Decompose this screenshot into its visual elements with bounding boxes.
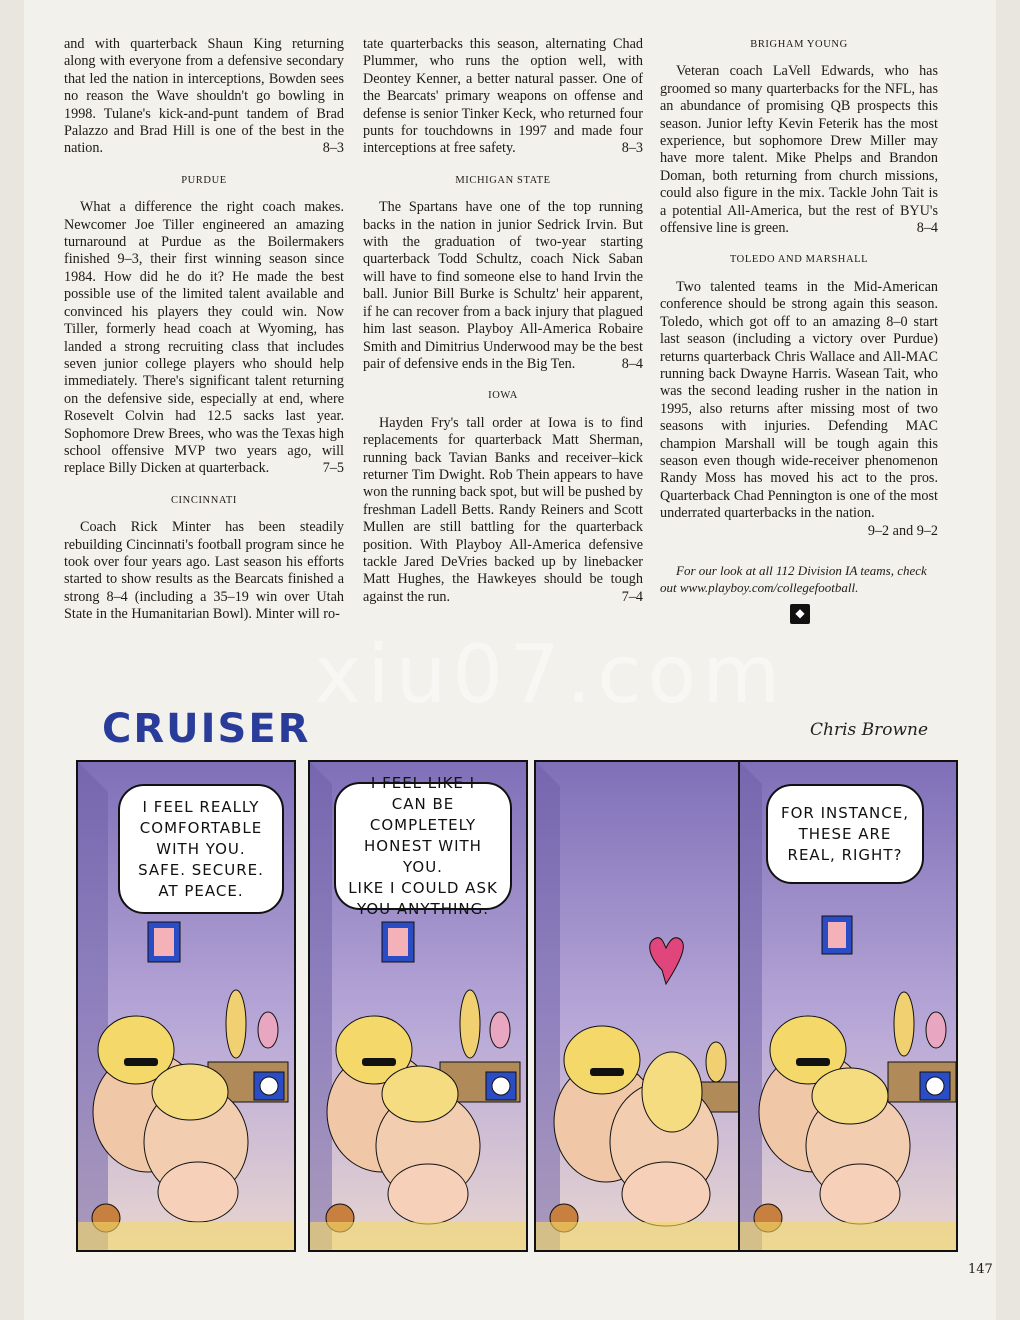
- cincinnati-paragraph: Coach Rick Minter has been steadily rebuilding Cincinnati's football program since he took over four years ago. Last season his efforts started to show results as the Bearcats finished a strong 8–4 (including a 35–19 win over Utah State in the Humanitarian Bowl). Minter will ro-: [64, 519, 344, 623]
- michigan-state-record: 8–4: [621, 355, 643, 372]
- article-column-1: [64, 36, 344, 628]
- iowa-paragraph: [363, 415, 643, 606]
- purdue-record: 7–5: [322, 460, 344, 477]
- cincinnati-continued-text: tate quarterbacks this season, alternating Chad Plummer, who runs the option well, with Deontey Kenner, a better natural passer. One of the Bearcats' primary weapons on offense and defense is senior Tinker Keck, who returned four punts for touchdowns in 1997 and made four interceptions at free safety.: [363, 36, 643, 157]
- section-heading-purdue: PURDUE: [181, 174, 227, 186]
- section-heading-iowa: IOWA: [488, 390, 518, 402]
- article-column-3: [660, 36, 938, 624]
- page-number: 147: [968, 1262, 993, 1277]
- cincinnati-record: 8–3: [621, 140, 643, 157]
- watermark: xiu07.com: [314, 628, 787, 721]
- comic-title: CRUISER: [102, 706, 311, 752]
- section-heading-michigan-state: MICHIGAN STATE: [455, 174, 551, 186]
- section-heading-cincinnati: CINCINNATI: [170, 494, 238, 506]
- toledo-marshall-record: 9–2 and 9–2: [867, 522, 938, 539]
- iowa-text: Hayden Fry's tall order at Iowa is to find replacements for quarterback Matt Sherman, running back Tavian Banks and receiver–kick returner Tim Dwight. Rob Thein appears to have won the running back spot, but will be pushed by freshman Ladell Betts. Randy Reiners and Scott Mullen are still battling for the quarterback position. With Playboy All-America defensive tackle Jared DeVries backed up by linebacker Matt Hughes, the Hawkeyes should be tough against the run.: [363, 414, 643, 605]
- comic-panel-2: [308, 760, 528, 1252]
- artist-signature: Chris Browne: [810, 720, 929, 740]
- panel-3-art: [536, 762, 752, 1250]
- toledo-marshall-paragraph: [660, 279, 938, 540]
- speech-bubble-2-text: I FEEL LIKE I CAN BE COMPLETELY HONEST WITH YOU. LIKE I COULD ASK YOU ANYTHING.: [348, 773, 498, 918]
- article-column-2: [363, 36, 643, 610]
- playboy-bunny-end-mark-icon: ◆: [790, 604, 810, 624]
- tulane-text: and with quarterback Shaun King returning along with everyone from a defensive secondary that led the nation in interceptions, Bowden sees no reason the Wave shouldn't go bowling in 1998. Tulane's kick-and-punt tandem of Brad Palazzo and Brad Hill is one of the best in the nation.: [64, 36, 344, 157]
- speech-bubble-1: [118, 784, 284, 914]
- comic-panel-1: [76, 760, 296, 1252]
- speech-bubble-2: [334, 773, 512, 918]
- section-heading-toledo-marshall: TOLEDO AND MARSHALL: [729, 254, 869, 266]
- michigan-state-text: The Spartans have one of the top running backs in the nation in junior Sedrick Irvin. But with the graduation of two-year starting quarterback Todd Schultz, coach Nick Saban will have to find someone else to hand Irvin the ball. Junior Bill Burke is Schultz' heir apparent, if he can recover from a back injury that plagued him last season. Playboy All-America Robaire Smith and Dimitrius Underwood may be the best pair of defensive ends in the Big Ten.: [363, 199, 643, 372]
- iowa-record: 7–4: [621, 588, 643, 605]
- brigham-young-paragraph: [660, 63, 938, 237]
- brigham-young-record: 8–4: [916, 220, 938, 237]
- comic-panel-4: [738, 760, 958, 1252]
- speech-bubble-4-text: FOR INSTANCE, THESE ARE REAL, RIGHT?: [781, 803, 909, 864]
- speech-bubble-4: [766, 784, 924, 884]
- brigham-young-text: Veteran coach LaVell Edwards, who has groomed so many quarterbacks for the NFL, has an abundance of promising QB prospects this season. Junior lefty Kevin Feterik has the most experience, but sophomore Drew Miller may have more talent. Mike Phelps and Brandon Doman, both returning from church missions, could also figure in the mix. Tackle John Tait is a potential All-America, but the rest of BYU's offensive line is green.: [660, 63, 938, 237]
- purdue-paragraph: [64, 199, 344, 478]
- tulane-record: 8–3: [322, 140, 344, 157]
- speech-bubble-1-text: I FEEL REALLY COMFORTABLE WITH YOU. SAFE. SECURE. AT PEACE.: [138, 797, 264, 900]
- section-heading-brigham-young: BRIGHAM YOUNG: [750, 39, 848, 50]
- cincinnati-continued-paragraph: [363, 36, 643, 158]
- toledo-marshall-text: Two talented teams in the Mid-American conference should be strong again this season. Toledo, which got off to an amazing 8–0 start last season (including a victory over Purdue) returns quarterback Chris Wallace and All-MAC running back Dwayne Harris. Wasean Tait, who was the second leading rusher in the nation in 1995, also returns after missing most of two seasons with injuries. Defending MAC champion Marshall will be tough again this season even though wide-receiver phenomenon Randy Moss has moved his act to the pros. Quarterback Chad Pennington is one of the most underrated quarterbacks in the nation.: [660, 278, 938, 522]
- purdue-text: What a difference the right coach makes. Newcomer Joe Tiller engineered an amazing turnaround at Purdue as the Boilermakers finished 9–3, their first winning season since 1984. How did he do it? He made the best possible use of the limited talent available and convinced his players they could win. Now Tiller, formerly head coach at Wyoming, has landed a strong recruiting class that includes seven junior college players who should help immediately. There's significant talent returning on the defensive side, especially at end, where Rosevelt Colvin had 12.5 sacks last year. Sophomore Drew Brees, who was the Texas high school offensive MVP two years ago, will replace Billy Dicken at quarterback.: [64, 199, 344, 477]
- michigan-state-paragraph: [363, 199, 643, 373]
- tulane-paragraph: [64, 36, 344, 158]
- magazine-page: [24, 0, 996, 1320]
- website-footnote: For our look at all 112 Division IA teams, check out www.playboy.com/collegefootball.: [660, 562, 927, 595]
- comic-panel-3: [534, 760, 754, 1252]
